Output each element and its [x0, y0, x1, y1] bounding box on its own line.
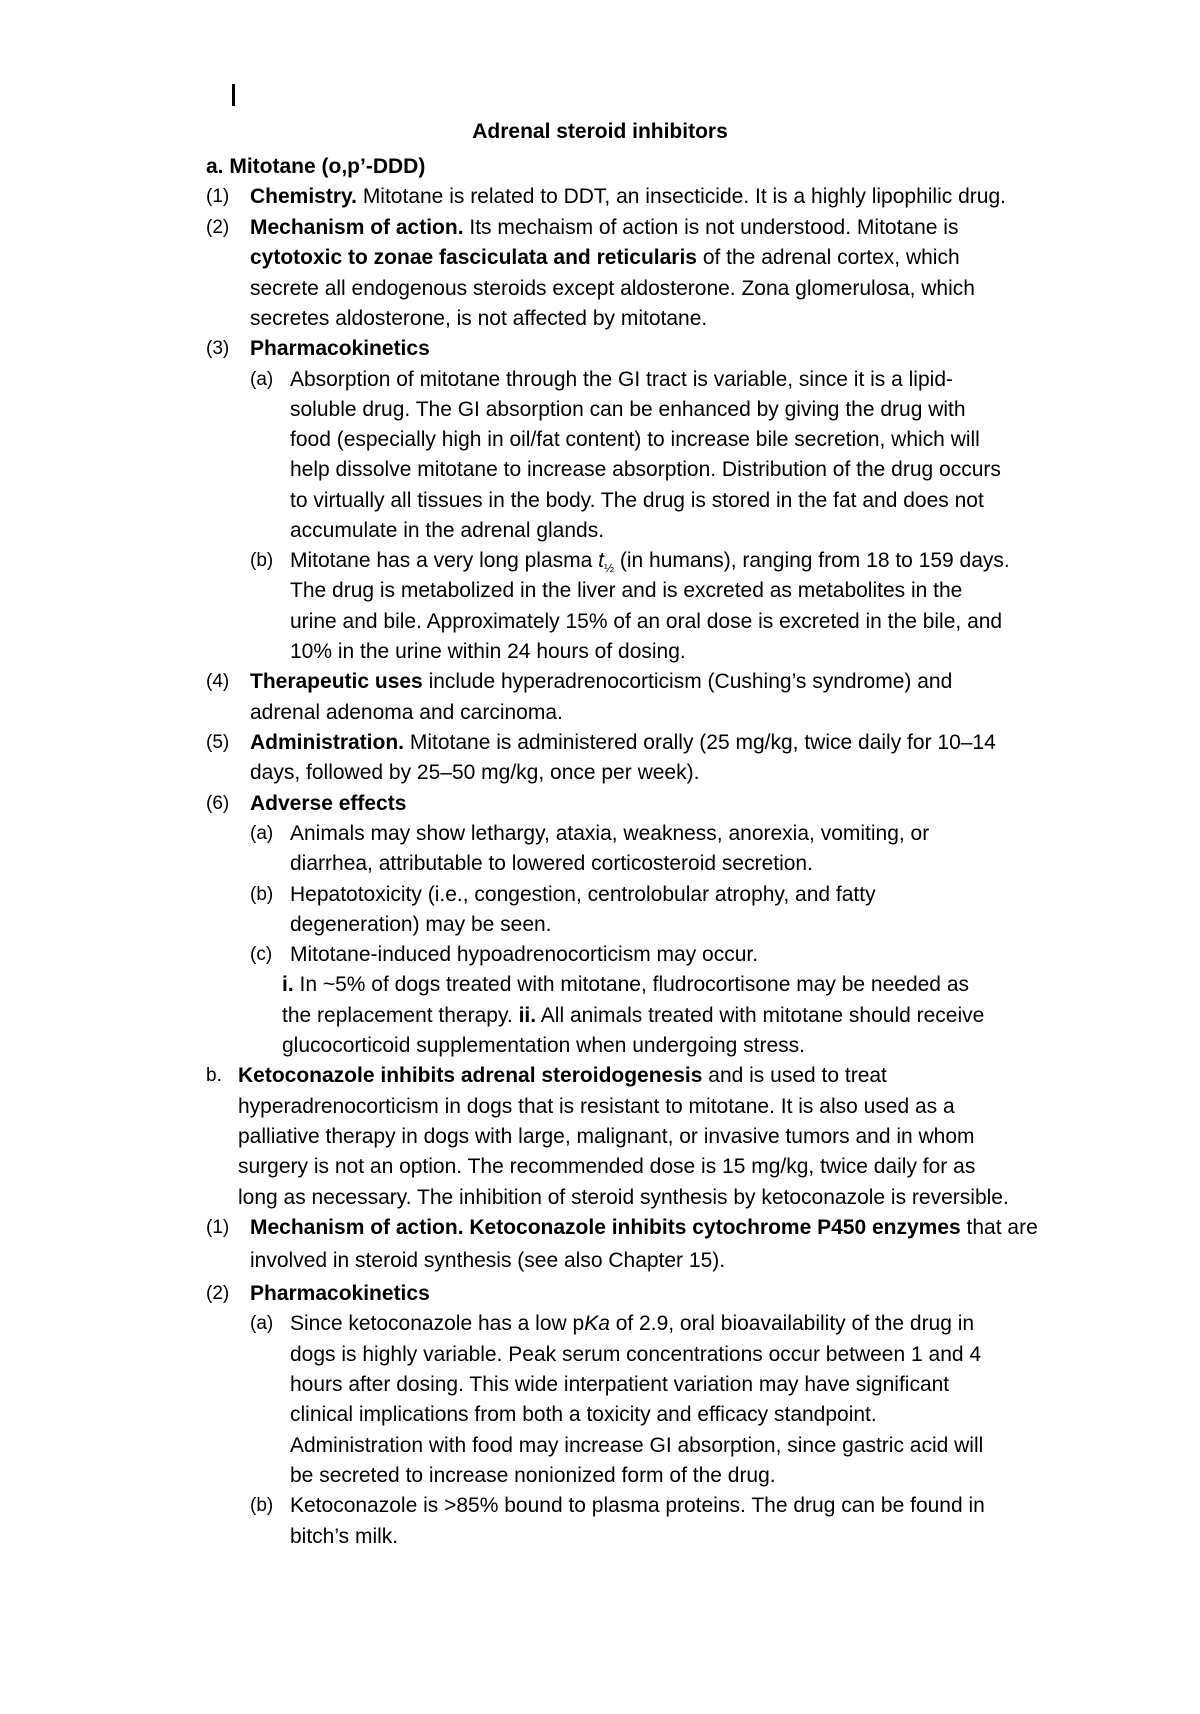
subitem-line: Hepatotoxicity (i.e., congestion, centrolobular atrophy, and fatty [290, 883, 876, 906]
subitem-line: bitch’s milk. [290, 1525, 399, 1548]
list-item-line: secrete all endogenous steroids except aldosterone. Zona glomerulosa, which [250, 277, 975, 300]
list-item-line: secretes aldosterone, is not affected by mitotane. [250, 307, 708, 330]
subitem-line: hours after dosing. This wide interpatient variation may have significant [290, 1373, 950, 1396]
list-item [250, 213, 958, 243]
item-bold-lead: Chemistry. [250, 185, 357, 208]
item-heading: Pharmacokinetics [250, 1282, 430, 1305]
item-text: Mitotane is related to DDT, an insecticide. It is a highly lipophilic drug. [356, 185, 1006, 208]
list-item [250, 1213, 1038, 1243]
subitem-text: the replacement therapy. [282, 1004, 519, 1027]
section-b-text: and is used to treat [702, 1064, 887, 1087]
item-bold-lead: Administration. [250, 731, 405, 754]
list-item [250, 667, 952, 697]
subitem-label: (b) [250, 550, 274, 571]
subitem-line: The drug is metabolized in the liver and is excreted as metabolites in the [290, 579, 963, 602]
section-b-line: long as necessary. The inhibition of steroid synthesis by ketoconazole is reversible. [238, 1186, 1009, 1209]
subitem-line: Absorption of mitotane through the GI tract is variable, since it is a lipid- [290, 368, 953, 391]
list-item [250, 182, 1006, 212]
subitem-line: Animals may show lethargy, ataxia, weakness, anorexia, vomiting, or [290, 822, 930, 845]
item-number: (6) [206, 793, 230, 814]
section-b-line: palliative therapy in dogs with large, malignant, or invasive tumors and in whom [238, 1125, 975, 1148]
half-life-subscript: ½ [604, 561, 615, 576]
roman-label: ii. [518, 1004, 537, 1027]
subitem-line: help dissolve mitotane to increase absorption. Distribution of the drug occurs [290, 458, 1001, 481]
subitem-line: soluble drug. The GI absorption can be enhanced by giving the drug with [290, 398, 966, 421]
section-b-label: b. [206, 1065, 222, 1086]
subitem-line: clinical implications from both a toxicity and efficacy standpoint. [290, 1403, 877, 1426]
section-b-heading [238, 1061, 887, 1091]
subitem-line [290, 1309, 974, 1339]
subitem-line [282, 1001, 984, 1031]
item-number: (2) [206, 217, 230, 238]
subitem-label: (a) [250, 369, 274, 390]
subitem-text: In ~5% of dogs treated with mitotane, fludrocortisone may be needed as [293, 973, 969, 996]
subitem-line: glucocorticoid supplementation when undergoing stress. [282, 1034, 805, 1057]
subitem-line: urine and bile. Approximately 15% of an oral dose is excreted in the bile, and [290, 610, 1003, 633]
pka-symbol: Ka [584, 1312, 610, 1335]
subitem-line [282, 970, 969, 1000]
item-number: (1) [206, 186, 230, 207]
page-title: Adrenal steroid inhibitors [472, 120, 728, 143]
list-item-line: involved in steroid synthesis (see also Chapter 15). [250, 1249, 726, 1272]
subitem-line [290, 546, 1010, 576]
subitem-line: degeneration) may be seen. [290, 913, 552, 936]
item-text: Mitotane is administered orally (25 mg/kg, twice daily for 10–14 [404, 731, 996, 754]
subitem-line: accumulate in the adrenal glands. [290, 519, 605, 542]
subitem-text: of 2.9, oral bioavailability of the drug in [609, 1312, 975, 1335]
item-bold-lead: Mechanism of action. Ketoconazole inhibits cytochrome P450 enzymes [250, 1216, 961, 1239]
subitem-text: Mitotane has a very long plasma [290, 549, 599, 572]
item-bold-phrase: cytotoxic to zonae fasciculata and reticularis [250, 246, 697, 269]
item-heading: Pharmacokinetics [250, 337, 430, 360]
subitem-label: (a) [250, 823, 274, 844]
subitem-label: (b) [250, 1495, 274, 1516]
item-bold-lead: Therapeutic uses [250, 670, 423, 693]
subitem-line: Mitotane-induced hypoadrenocorticism may occur. [290, 943, 759, 966]
text-cursor-mark [232, 84, 235, 106]
roman-label: i. [282, 973, 294, 996]
section-b-line: hyperadrenocorticism in dogs that is resistant to mitotane. It is also used as a [238, 1095, 955, 1118]
subitem-line: Administration with food may increase GI absorption, since gastric acid will [290, 1434, 984, 1457]
subitem-text: All animals treated with mitotane should receive [536, 1004, 985, 1027]
subitem-label: (b) [250, 884, 274, 905]
half-life-symbol: t [598, 549, 605, 572]
section-b-bold: Ketoconazole inhibits adrenal steroidogenesis [238, 1064, 703, 1087]
subitem-line: to virtually all tissues in the body. The drug is stored in the fat and does not [290, 489, 984, 512]
subitem-text: Since ketoconazole has a low p [290, 1312, 585, 1335]
list-item [250, 728, 996, 758]
item-text: of the adrenal cortex, which [696, 246, 960, 269]
subitem-line: 10% in the urine within 24 hours of dosing. [290, 640, 686, 663]
item-text: that are [960, 1216, 1038, 1239]
item-heading: Adverse effects [250, 792, 407, 815]
item-number: (1) [206, 1217, 230, 1238]
item-bold-lead: Mechanism of action. [250, 216, 464, 239]
list-item-line [250, 243, 960, 273]
item-number: (3) [206, 338, 230, 359]
item-number: (2) [206, 1283, 230, 1304]
subitem-line: diarrhea, attributable to lowered corticosteroid secretion. [290, 852, 813, 875]
section-b-line: surgery is not an option. The recommended dose is 15 mg/kg, twice daily for as [238, 1155, 976, 1178]
item-number: (4) [206, 671, 230, 692]
item-text: include hyperadrenocorticism (Cushing’s syndrome) and [422, 670, 953, 693]
item-number: (5) [206, 732, 230, 753]
subitem-label: (c) [250, 944, 273, 965]
subitem-line: food (especially high in oil/fat content) to increase bile secretion, which will [290, 428, 980, 451]
list-item-line: days, followed by 25–50 mg/kg, once per week). [250, 761, 700, 784]
list-item-line: adrenal adenoma and carcinoma. [250, 701, 563, 724]
subitem-line: dogs is highly variable. Peak serum concentrations occur between 1 and 4 [290, 1343, 982, 1366]
subitem-text: (in humans), ranging from 18 to 159 days. [614, 549, 1010, 572]
section-a-heading: a. Mitotane (o,p’-DDD) [206, 155, 426, 178]
subitem-line: Ketoconazole is >85% bound to plasma proteins. The drug can be found in [290, 1494, 985, 1517]
item-text: Its mechaism of action is not understood. Mitotane is [463, 216, 959, 239]
subitem-label: (a) [250, 1313, 274, 1334]
subitem-line: be secreted to increase nonionized form of the drug. [290, 1464, 776, 1487]
